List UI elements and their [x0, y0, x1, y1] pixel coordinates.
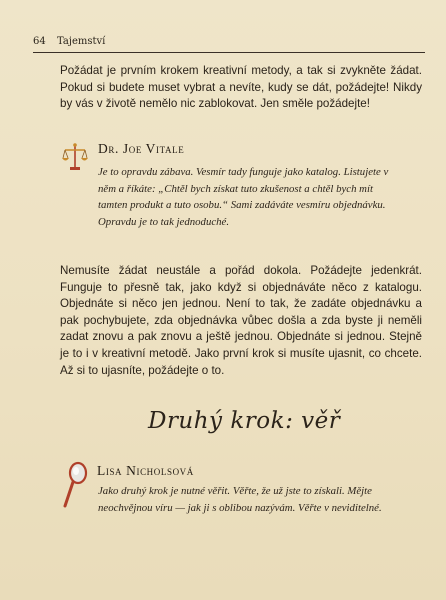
book-title: Tajemství	[57, 36, 106, 47]
quote-vitale: Je to opravdu zábava. Vesmír tady funguje jako katalog. Listujete v něm a říkáte: „Chtěl bych získat tuto zkušenost a chtěl bych mít tamten produkt a tuto osobu.“ Sami zadáváte vesmíru objednávku. Opravdu je to tak jednoduché.	[98, 166, 389, 228]
quote-author-vitale: Dr. Joe Vitale	[98, 141, 185, 156]
paragraph-catalog: Nemusíte žádat neustále a pořád dokola. Požádejte jedenkrát. Funguje to přesně tak, jako když si objednáváte něco z katalogu. Objednáte si něco jen jednou. Není to tak, že zadáte objednávku a pak pochybujete, zda objednávka vůbec došla a zda byste ji neměli zadat znovu a pak znovu a ještě jednou. Objednáte si jednou. Stejně je to i v kreativní metodě. Jako první krok si musíte ujasnit, co chcete. Až si to ujasníte, požádejte o to.	[60, 264, 422, 377]
page-header	[33, 30, 425, 53]
hand-mirror-icon	[62, 461, 88, 509]
quote-author-nicholsova: Lisa Nicholsová	[97, 463, 194, 478]
page-number: 64	[33, 36, 46, 47]
quote-nicholsova: Jako druhý krok je nutné věřit. Věřte, že už jste to získali. Mějte neochvějnou víru — jak ji s oblibou nazývám. Věřte v neviditelné.	[98, 485, 382, 514]
paragraph-asking: Požádat je prvním krokem kreativní metody, a tak si zvykněte žádat. Pokud si budete muset vybrat a nevíte, kudy se dát, požádejte! Nikdy by vás v životě nemělo nic zablokovat. Jen směle požádejte!	[60, 64, 422, 111]
scales-icon	[62, 142, 88, 172]
section-heading: Druhý krok: věř	[148, 408, 341, 434]
